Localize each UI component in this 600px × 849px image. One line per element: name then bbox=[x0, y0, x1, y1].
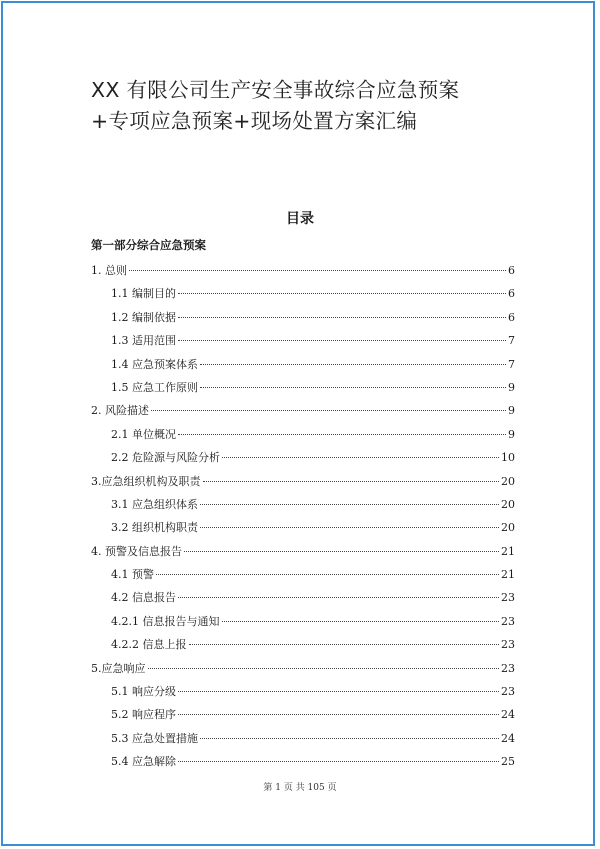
toc-entry-page-number: 6 bbox=[508, 264, 515, 277]
toc-entry[interactable] bbox=[91, 610, 515, 633]
toc-entry-page-number: 23 bbox=[501, 661, 515, 675]
toc-entry[interactable] bbox=[91, 306, 515, 329]
toc-entry[interactable] bbox=[91, 259, 515, 282]
toc-entry-page-number: 23 bbox=[501, 685, 515, 699]
toc-entry-page-number: 6 bbox=[508, 310, 515, 324]
page-footer: 第 1 页 共 105 页 bbox=[263, 783, 337, 793]
toc-entry[interactable] bbox=[91, 282, 515, 305]
toc-entry-page-number: 24 bbox=[501, 731, 515, 745]
document-title-line-2: +专项应急预案+现场处置方案汇编 bbox=[91, 109, 418, 133]
toc-entry[interactable] bbox=[91, 423, 515, 446]
toc-entry[interactable] bbox=[91, 563, 515, 586]
toc-entry[interactable] bbox=[91, 470, 515, 493]
toc-entry-page-number: 9 bbox=[508, 427, 515, 441]
toc-dot-leader bbox=[178, 434, 506, 435]
toc-list bbox=[91, 259, 515, 774]
toc-dot-leader bbox=[148, 668, 500, 669]
toc-entry-page-number: 24 bbox=[501, 708, 515, 722]
toc-entry-page-number: 20 bbox=[501, 474, 515, 488]
toc-dot-leader bbox=[178, 714, 499, 715]
toc-entry[interactable] bbox=[91, 586, 515, 609]
toc-entry-page-number: 21 bbox=[501, 568, 515, 582]
toc-entry[interactable] bbox=[91, 703, 515, 726]
toc-dot-leader bbox=[178, 761, 499, 762]
toc-entry-label: 1. 总则 bbox=[91, 264, 127, 277]
toc-entry[interactable] bbox=[91, 329, 515, 352]
document-page bbox=[1, 1, 595, 846]
toc-entry[interactable] bbox=[91, 540, 515, 563]
toc-entry[interactable] bbox=[91, 353, 515, 376]
toc-entry-label: 2.1 单位概况 bbox=[111, 427, 176, 441]
toc-entry-page-number: 20 bbox=[501, 521, 515, 535]
toc-entry-label: 4.2.1 信息报告与通知 bbox=[111, 614, 220, 628]
toc-entry-page-number: 10 bbox=[501, 451, 515, 465]
toc-entry[interactable] bbox=[91, 727, 515, 750]
toc-entry-label: 4. 预警及信息报告 bbox=[91, 544, 182, 558]
toc-dot-leader bbox=[222, 457, 499, 458]
toc-entry-page-number: 7 bbox=[508, 334, 515, 348]
toc-dot-leader bbox=[200, 364, 506, 365]
toc-entry-label: 5.2 响应程序 bbox=[111, 708, 176, 722]
toc-entry-label: 5.应急响应 bbox=[91, 661, 146, 675]
toc-entry-label: 3.1 应急组织体系 bbox=[111, 497, 198, 511]
toc-entry-label: 4.2 信息报告 bbox=[111, 591, 176, 605]
toc-entry-label: 1.4 应急预案体系 bbox=[111, 357, 198, 371]
toc-entry-page-number: 21 bbox=[501, 544, 515, 558]
toc-dot-leader bbox=[200, 504, 499, 505]
toc-entry-label: 3.应急组织机构及职责 bbox=[91, 474, 201, 488]
toc-dot-leader bbox=[200, 527, 499, 528]
toc-entry-label: 3.2 组织机构职责 bbox=[111, 521, 198, 535]
toc-entry-label: 5.3 应急处置措施 bbox=[111, 731, 198, 745]
toc-dot-leader bbox=[189, 644, 500, 645]
toc-entry[interactable] bbox=[91, 446, 515, 469]
part-heading: 第一部分综合应急预案 bbox=[91, 238, 206, 252]
toc-heading: 目录 bbox=[286, 211, 314, 227]
toc-entry-label: 2.2 危险源与风险分析 bbox=[111, 451, 220, 465]
toc-entry[interactable] bbox=[91, 680, 515, 703]
toc-dot-leader bbox=[151, 410, 506, 411]
toc-entry[interactable] bbox=[91, 493, 515, 516]
toc-entry-label: 5.4 应急解除 bbox=[111, 755, 176, 769]
toc-entry[interactable] bbox=[91, 516, 515, 539]
toc-dot-leader bbox=[129, 270, 506, 271]
toc-entry-label: 4.1 预警 bbox=[111, 568, 154, 582]
toc-dot-leader bbox=[156, 574, 499, 575]
toc-entry-page-number: 9 bbox=[508, 380, 515, 394]
toc-entry-page-number: 7 bbox=[508, 357, 515, 371]
toc-entry-page-number: 6 bbox=[508, 287, 515, 301]
toc-dot-leader bbox=[200, 738, 499, 739]
toc-dot-leader bbox=[203, 481, 500, 482]
toc-entry-page-number: 23 bbox=[501, 591, 515, 605]
toc-entry[interactable] bbox=[91, 633, 515, 656]
toc-dot-leader bbox=[178, 340, 506, 341]
toc-entry-label: 5.1 响应分级 bbox=[111, 685, 176, 699]
toc-entry-label: 1.3 适用范围 bbox=[111, 334, 176, 348]
toc-dot-leader bbox=[178, 691, 499, 692]
toc-entry-page-number: 23 bbox=[501, 614, 515, 628]
document-title bbox=[91, 75, 531, 137]
toc-dot-leader bbox=[222, 621, 500, 622]
toc-entry-page-number: 9 bbox=[508, 404, 515, 418]
toc-entry[interactable] bbox=[91, 657, 515, 680]
toc-dot-leader bbox=[178, 293, 506, 294]
toc-entry-label: 1.1 编制目的 bbox=[111, 287, 176, 301]
toc-entry-page-number: 25 bbox=[501, 755, 515, 769]
toc-dot-leader bbox=[178, 597, 499, 598]
toc-entry-label: 4.2.2 信息上报 bbox=[111, 638, 187, 652]
toc-entry[interactable] bbox=[91, 750, 515, 773]
toc-entry[interactable] bbox=[91, 376, 515, 399]
toc-dot-leader bbox=[184, 551, 499, 552]
toc-entry-page-number: 23 bbox=[501, 638, 515, 652]
toc-entry-page-number: 20 bbox=[501, 497, 515, 511]
toc-entry-label: 2. 风险描述 bbox=[91, 404, 149, 418]
toc-entry-label: 1.2 编制依据 bbox=[111, 310, 176, 324]
toc-entry-label: 1.5 应急工作原则 bbox=[111, 380, 198, 394]
toc-dot-leader bbox=[178, 317, 506, 318]
toc-entry[interactable] bbox=[91, 399, 515, 422]
toc-dot-leader bbox=[200, 387, 506, 388]
document-title-line-1: XX 有限公司生产安全事故综合应急预案 bbox=[91, 78, 460, 102]
